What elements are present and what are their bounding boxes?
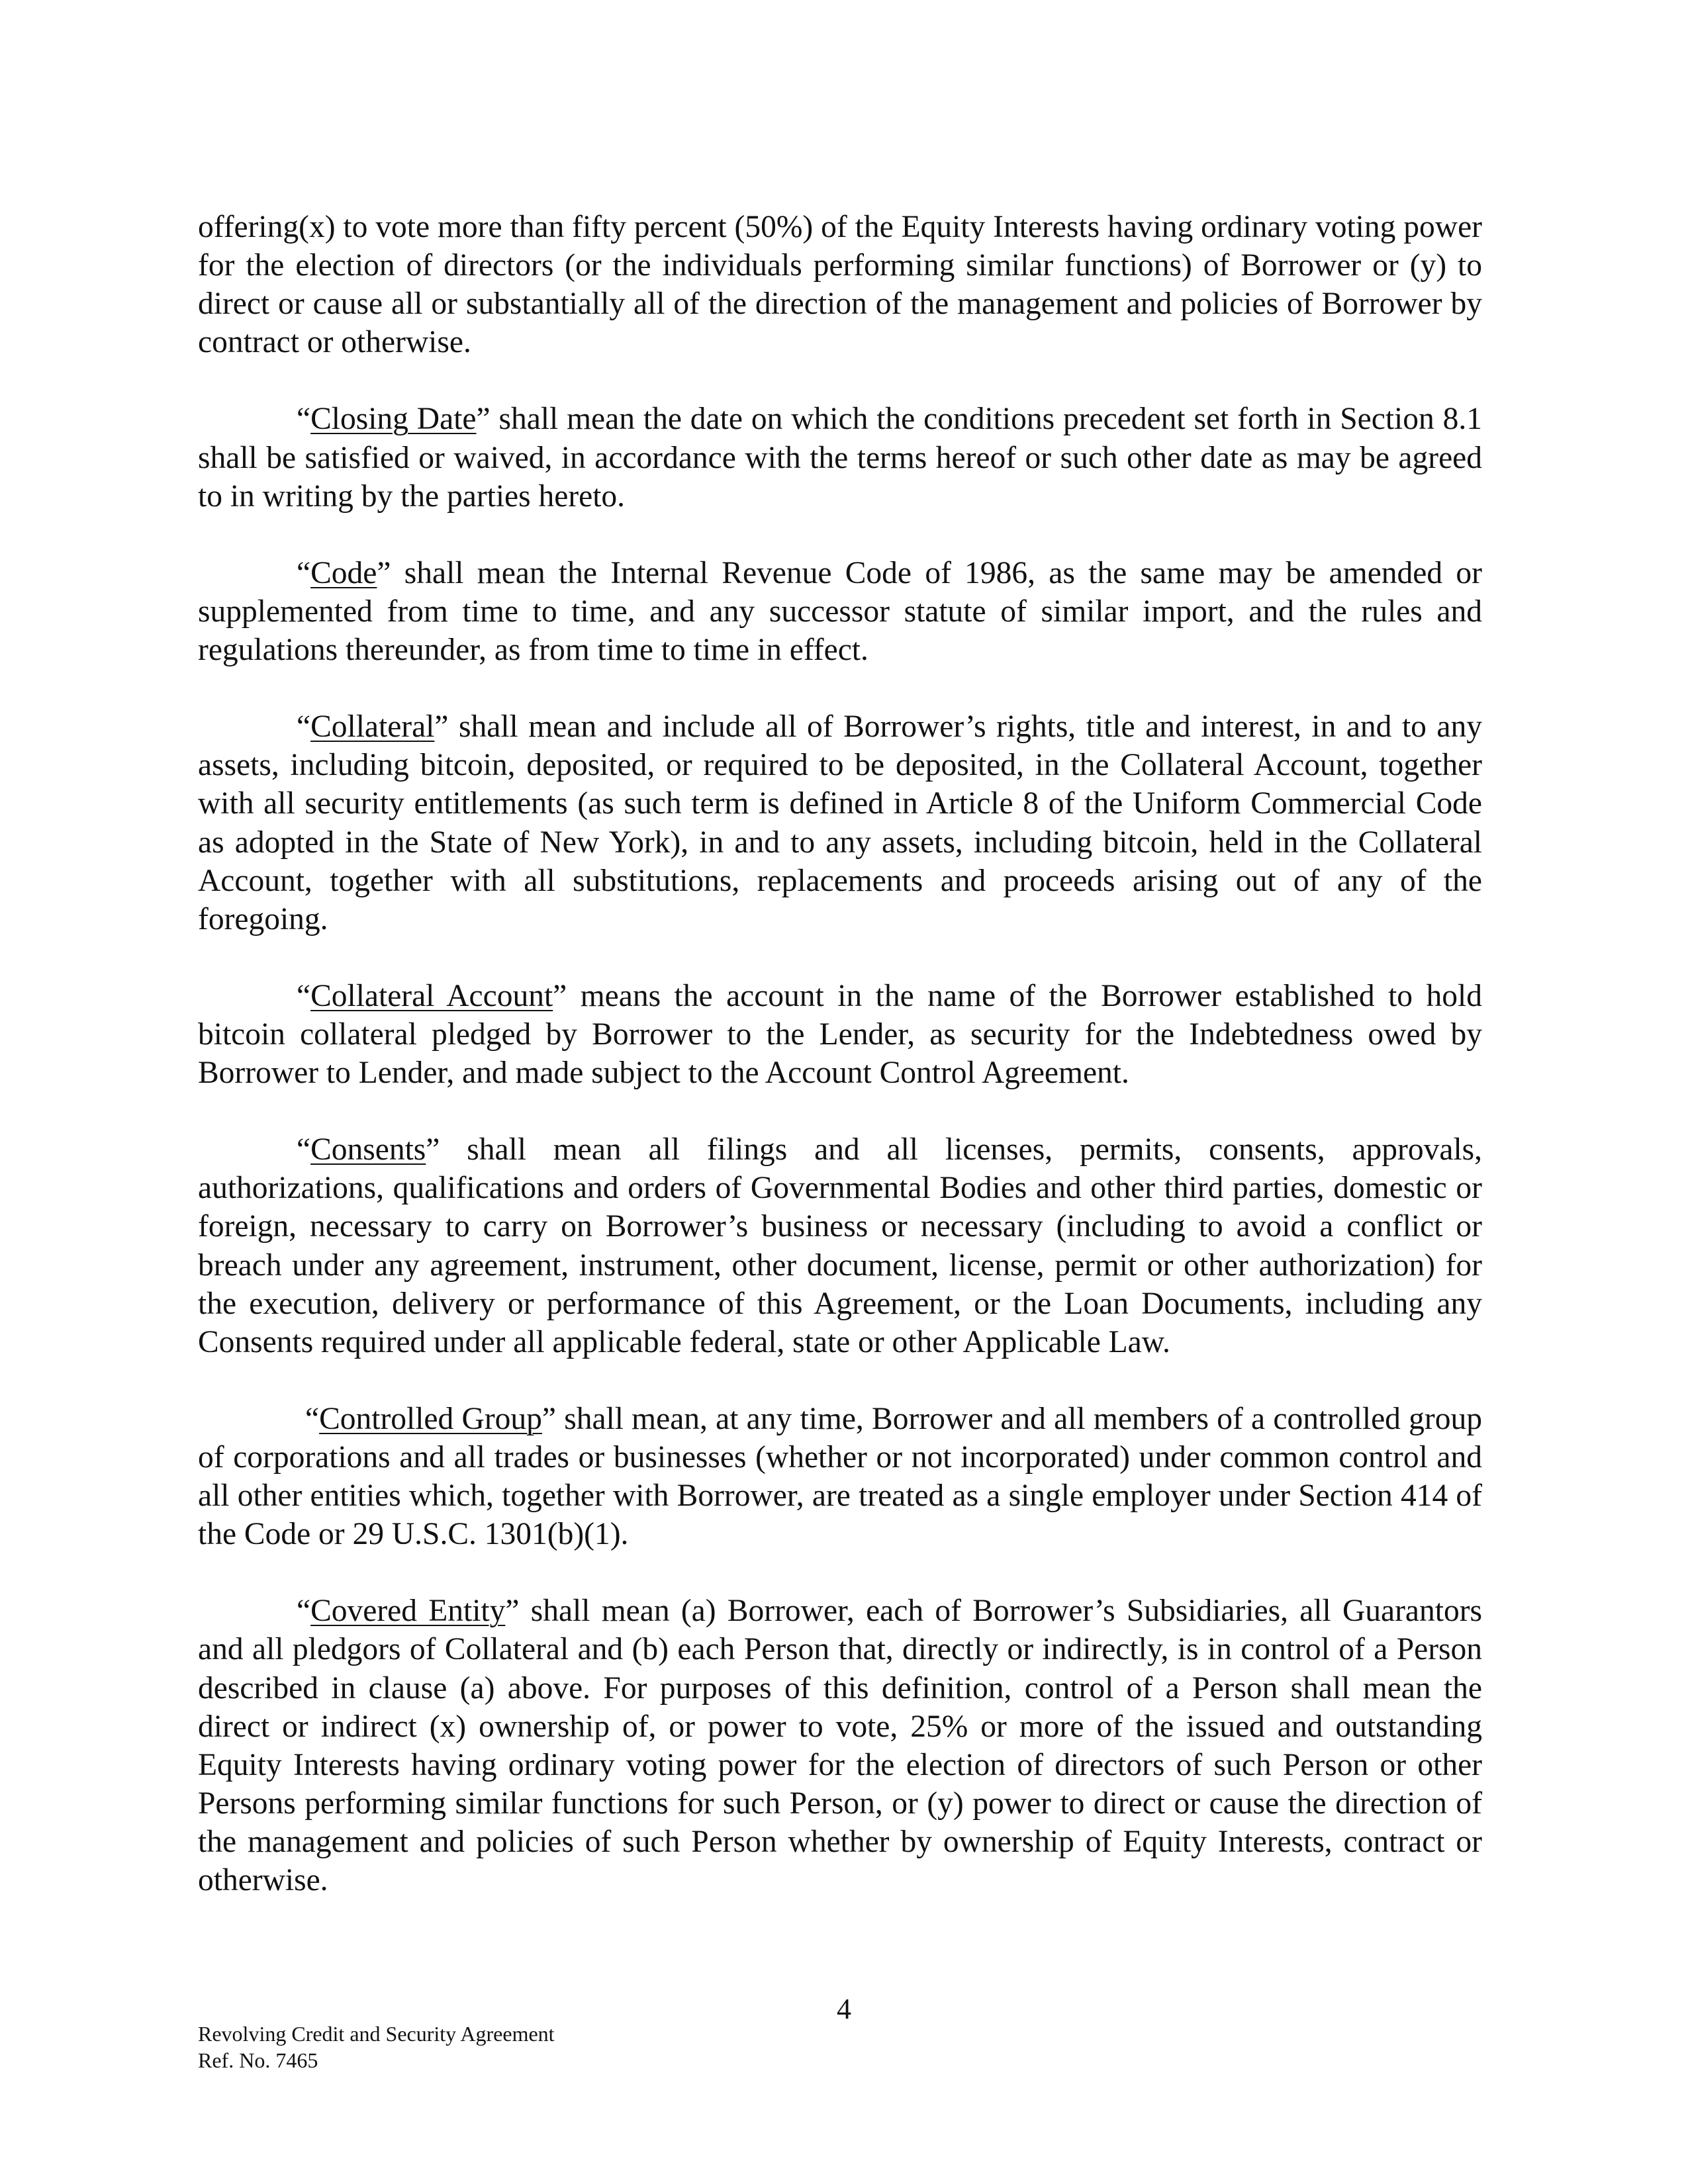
- definition-covered-entity: [198, 1592, 1482, 1899]
- open-quote: “: [297, 709, 311, 745]
- definition-text: shall mean all filings and all licenses, permits, consents, approvals, authorizations, qualifications and orders of Governmental Bodies and other third parties, domestic or foreign, necessary to carry on Borrower’s business or necessary (including to avoid a conflict or breach under any agreement, instrument, other document, license, permit or other authorization) for the execution, delivery or performance of this Agreement, or the Loan Documents, including any Consents required under all applicable federal, state or other Applicable Law.: [198, 1132, 1482, 1359]
- definition-text: shall mean the date on which the conditions precedent set forth in Section 8.1 shall be satisfied or waived, in accordance with the terms hereof or such other date as may be agreed to in writing by the parties hereto.: [198, 402, 1482, 514]
- close-quote: ”: [541, 1401, 556, 1436]
- close-quote: ”: [553, 978, 567, 1013]
- defined-term: Controlled Group: [319, 1401, 542, 1436]
- open-quote: “: [297, 555, 311, 590]
- close-quote: ”: [505, 1594, 520, 1629]
- definition-code: [198, 554, 1482, 669]
- definition-text: means the account in the name of the Borrower established to hold bitcoin collateral pledged by Borrower to the Lender, as security for the Indebtedness owed by Borrower to Lender, and made subject to the Account Control Agreement.: [198, 978, 1482, 1091]
- definition-closing-date: [198, 400, 1482, 515]
- defined-term: Consents: [310, 1132, 426, 1167]
- definition-controlled-group: [198, 1400, 1482, 1553]
- definition-consents: [198, 1130, 1482, 1361]
- definition-text: shall mean (a) Borrower, each of Borrower’s Subsidiaries, all Guarantors and all pledgors of Collateral and (b) each Person that, directly or indirectly, is in control of a Person described in clause (a) above. For purposes of this definition, control of a Person shall mean the direct or indirect (x) ownership of, or power to vote, 25% or more of the issued and outstanding Equity Interests having ordinary voting power for the election of directors of such Person or other Persons performing similar functions for such Person, or (y) power to direct or cause the direction of the management and policies of such Person whether by ownership of Equity Interests, contract or otherwise.: [198, 1594, 1483, 1898]
- defined-term: Collateral Account: [310, 978, 553, 1013]
- defined-term: Code: [310, 555, 377, 590]
- defined-term: Closing Date: [310, 402, 477, 437]
- definition-text: shall mean and include all of Borrower’s rights, title and interest, in and to any assets, including bitcoin, deposited, or required to be deposited, in the Collateral Account, together with all security entitlements (as such term is defined in Article 8 of the Uniform Commercial Code as adopted in the State of New York), in and to any assets, including bitcoin, held in the Collateral Account, together with all substitutions, replacements and proceeds arising out of any of the foregoing.: [198, 709, 1482, 936]
- close-quote: ”: [426, 1132, 440, 1167]
- page-number: 4: [837, 1993, 851, 2025]
- open-quote: “: [297, 978, 311, 1013]
- open-quote: “: [297, 1594, 311, 1629]
- definition-collateral-account: [198, 977, 1482, 1092]
- close-quote: ”: [476, 402, 491, 437]
- continuation-paragraph: offering(x) to vote more than fifty percent (50%) of the Equity Interests having ordinary voting power for the election of directors (or the individuals performing similar functions) of Borrower or (y) to direct or cause all or substantially all of the direction of the management and policies of Borrower by contract or otherwise.: [198, 210, 1482, 360]
- definition-text: shall mean, at any time, Borrower and all members of a controlled group of corporations and all trades or businesses (whether or not incorporated) under common control and all other entities which, together with Borrower, are treated as a single employer under Section 414 of the Code or 29 U.S.C. 1301(b)(1).: [198, 1401, 1482, 1552]
- close-quote: ”: [434, 709, 449, 745]
- footer-reference-number: Ref. No. 7465: [198, 2048, 318, 2072]
- footer-document-title: Revolving Credit and Security Agreement: [198, 2022, 555, 2046]
- open-quote: “: [297, 1132, 311, 1167]
- defined-term: Covered Entity: [310, 1594, 506, 1629]
- definition-text: shall mean the Internal Revenue Code of 1986, as the same may be amended or supplemented from time to time, and any successor statute of similar import, and the rules and regulations thereunder, as from time to time in effect.: [198, 555, 1482, 668]
- open-quote: “: [305, 1401, 320, 1436]
- defined-term: Collateral: [310, 709, 435, 745]
- definition-collateral: [198, 707, 1482, 938]
- footer: [198, 2021, 555, 2073]
- close-quote: ”: [377, 555, 391, 590]
- document-body: [198, 208, 1482, 1938]
- open-quote: “: [297, 402, 311, 437]
